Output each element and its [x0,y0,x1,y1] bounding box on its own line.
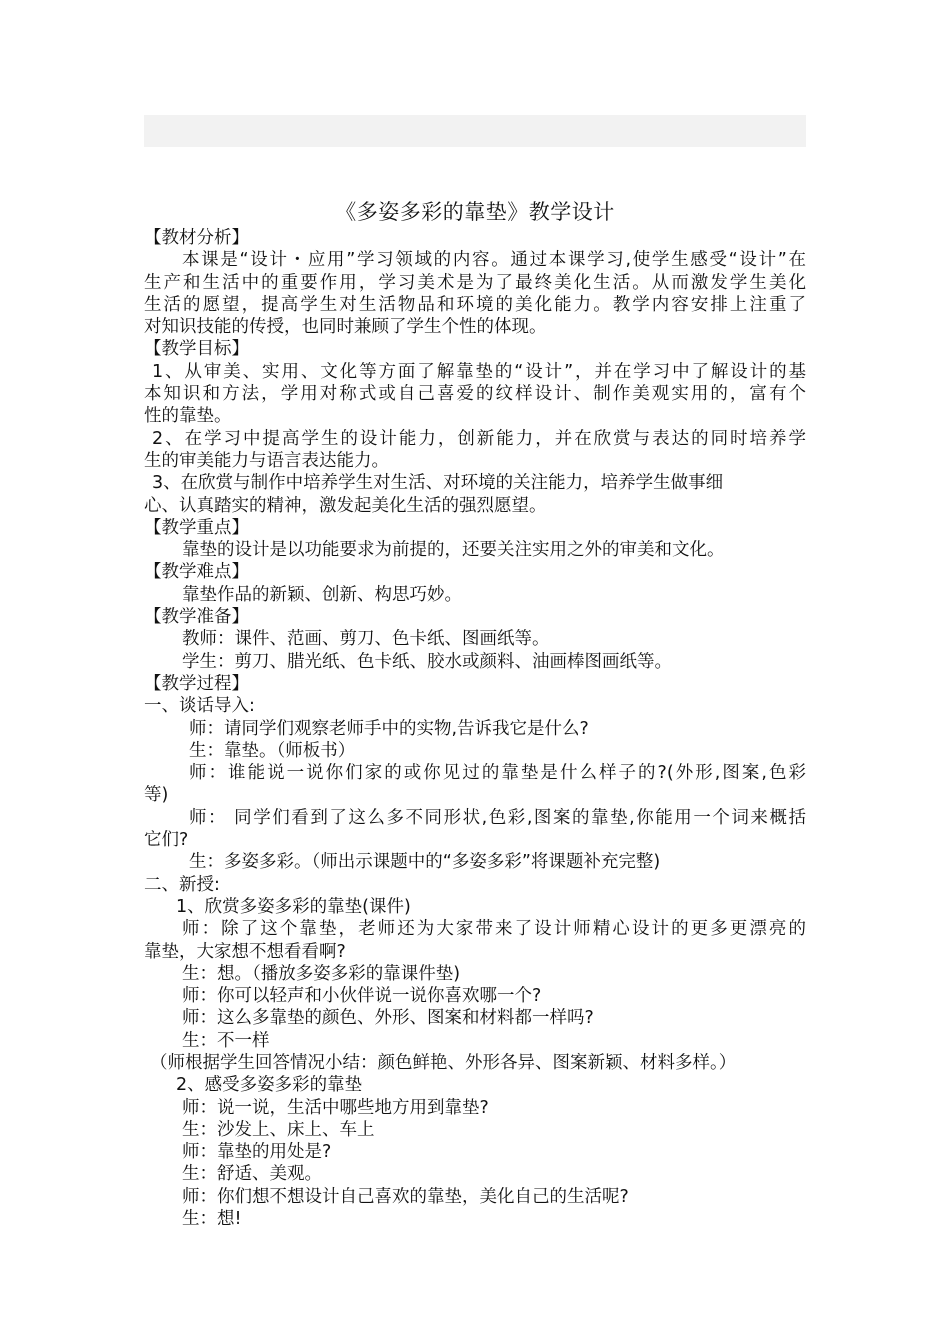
dialogue-line: 它们? [144,830,189,851]
section-heading-analysis: 【教材分析】 [144,228,249,248]
dialogue-line: 师：靠垫的用处是? [182,1142,332,1163]
section-heading-preparation: 【教学准备】 [144,607,249,628]
paragraph-line: 生的审美能力与语言表达能力。 [144,450,389,471]
paragraph-line: 学生：剪刀、腊光纸、色卡纸、胶水或颜料、油画棒图画纸等。 [182,651,672,672]
paragraph-line: 二、新授: [144,874,220,895]
dialogue-line: 师：请同学们观察老师手中的实物,告诉我它是什么? [189,718,589,739]
dialogue-line: 靠垫，大家想不想看看啊? [144,941,346,962]
paragraph-line: 生产和生活中的重要作用，学习美术是为了最终美化生活。从而激发学生美化 [144,272,806,293]
dialogue-line: 师：这么多靠垫的颜色、外形、图案和材料都一样吗? [182,1008,594,1029]
paragraph-line: 心、认真踏实的精神，激发起美化生活的强烈愿望。 [144,495,547,516]
section-heading-process: 【教学过程】 [144,673,249,694]
dialogue-line: 生：舒适、美观。 [182,1164,322,1185]
paragraph-line: 1、从审美、实用、文化等方面了解靠垫的“设计”，并在学习中了解设计的基 [152,361,806,382]
section-heading-difficulties: 【教学难点】 [144,562,249,583]
summary-line: （师根据学生回答情况小结：颜色鲜艳、外形各异、图案新颖、材料多样。） [150,1052,737,1073]
dialogue-line: 生：想。（播放多姿多彩的靠课件垫) [182,963,461,984]
paragraph-line: 本知识和方法，学用对称式或自己喜爱的纹样设计、制作美观实用的，富有个 [144,384,806,405]
dialogue-line: 生：不一样 [182,1030,270,1051]
paragraph-line: 一、谈话导入: [144,696,255,717]
document-title: 《多姿多彩的靠垫》教学设计 [335,200,615,224]
paragraph-line: 靠垫的设计是以功能要求为前提的，还要关注实用之外的审美和文化。 [182,540,725,561]
dialogue-line: 师： 同学们看到了这么多不同形状,色彩,图案的靠垫,你能用一个词来概括 [189,807,806,828]
document-body [144,227,806,1230]
dialogue-line: 师：除了这个靠垫，老师还为大家带来了设计师精心设计的更多更漂亮的 [182,919,806,940]
section-heading-goals: 【教学目标】 [144,339,249,360]
dialogue-line: 师：你们想不想设计自己喜欢的靠垫，美化自己的生活呢? [182,1186,629,1207]
paragraph-line: 1、欣赏多姿多彩的靠垫(课件) [176,896,411,917]
header-bar [144,115,806,147]
paragraph-line: 生活的愿望，提高学生对生活物品和环境的美化能力。教学内容安排上注重了 [144,294,806,315]
section-heading-key-points: 【教学重点】 [144,517,249,538]
paragraph-line: 2、感受多姿多彩的靠垫 [176,1075,363,1096]
paragraph-line: 本课是“设计・应用”学习领域的内容。通过本课学习,使学生感受“设计”在 [182,250,806,271]
dialogue-line: 生：想! [182,1209,242,1230]
dialogue-line: 生：靠垫。（师板书） [189,740,356,761]
paragraph-line: 对知识技能的传授，也同时兼顾了学生个性的体现。 [144,317,547,338]
paragraph-line: 3、在欣赏与制作中培养学生对生活、对环境的关注能力，培养学生做事细 [152,473,724,494]
dialogue-line: 师：谁能说一说你们家的或你见过的靠垫是什么样子的?(外形,图案,色彩 [189,763,806,784]
paragraph-line: 2、在学习中提高学生的设计能力，创新能力，并在欣赏与表达的同时培养学 [152,428,806,449]
paragraph-line: 性的靠垫。 [144,406,232,427]
paragraph-line: 靠垫作品的新颖、创新、构思巧妙。 [182,584,462,605]
paragraph-line: 教师：课件、范画、剪刀、色卡纸、图画纸等。 [182,629,550,650]
dialogue-line: 师：你可以轻声和小伙伴说一说你喜欢哪一个? [182,986,542,1007]
dialogue-line: 师：说一说，生活中哪些地方用到靠垫? [182,1097,489,1118]
dialogue-line: 等) [144,785,169,806]
dialogue-line: 生：多姿多彩。（师出示课题中的“多姿多彩”将课题补充完整) [189,852,661,873]
dialogue-line: 生：沙发上、床上、车上 [182,1119,375,1140]
